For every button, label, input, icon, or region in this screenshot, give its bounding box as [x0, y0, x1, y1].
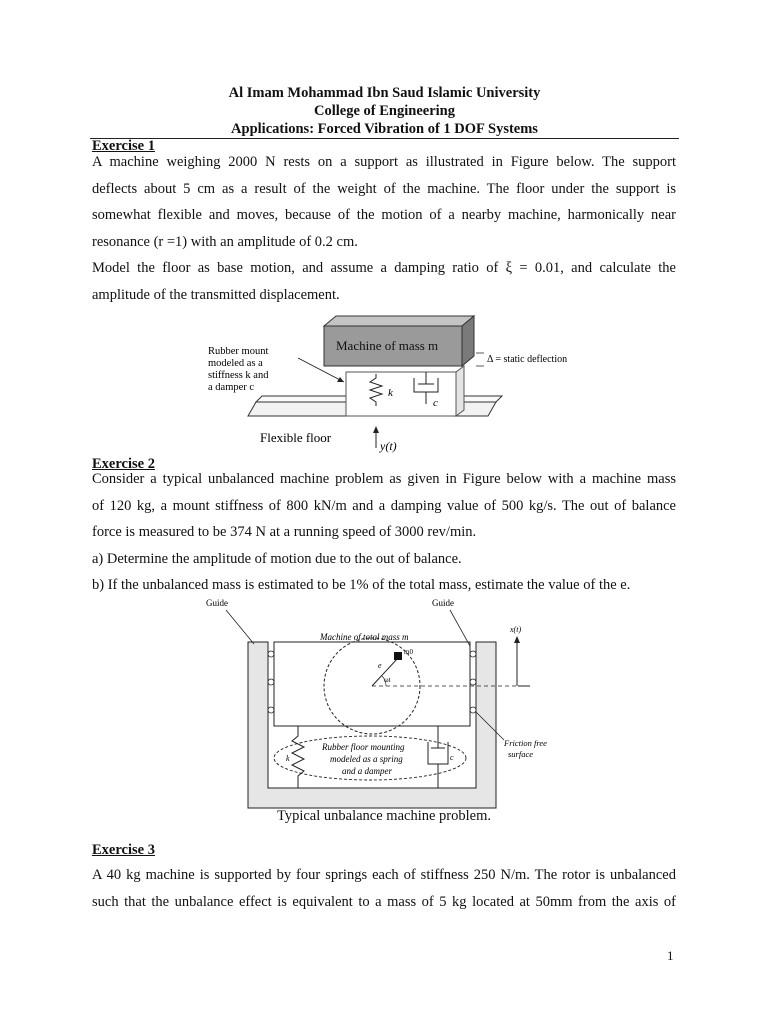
e-label: e: [378, 661, 382, 670]
mount-label-1: Rubber mount: [208, 346, 269, 357]
k-label: k: [388, 387, 393, 399]
document-header: [90, 84, 679, 138]
unbalanced-mass: [394, 652, 402, 660]
k-label: k: [286, 754, 290, 763]
ex2-line-5: b) If the unbalanced mass is estimated to be 1% of the total mass, estimate the value of the e.: [92, 577, 631, 593]
mount-label-2: modeled as a: [208, 358, 263, 369]
mount-block-side: [456, 366, 464, 416]
ex2-line-3: force is measured to be 374 N at a running speed of 3000 rev/min.: [92, 524, 477, 540]
spring-symbol: [292, 726, 304, 788]
ex1-line-1: A machine weighing 2000 N rests on a support as illustrated in Figure below. The support: [92, 154, 676, 170]
base-motion-figure: [200, 312, 580, 460]
machine-label: Machine of mass m: [336, 338, 439, 353]
mount-label-1: Rubber floor mounting: [322, 742, 405, 752]
guide-label-right: Guide: [432, 598, 454, 608]
machine-block-top: [324, 316, 474, 326]
mount-label-3: stiffness k and: [208, 370, 269, 381]
ex1-line-4: resonance (r =1) with an amplitude of 0.2 cm.: [92, 233, 358, 250]
c-label: c: [433, 397, 438, 409]
ex2-line-4: a) Determine the amplitude of motion due to the out of balance.: [92, 550, 462, 567]
c-label: c: [450, 753, 454, 762]
ex3-line-2: such that the unbalance effect is equivalent to a mass of 5 kg located at 50mm from the axis of: [92, 893, 676, 910]
exercise-1-heading: Exercise 1: [92, 138, 155, 154]
figure-2-caption: Typical unbalance machine problem.: [277, 808, 491, 824]
unbalance-figure: [200, 596, 570, 810]
ex1-line-6: amplitude of the transmitted displacement.: [92, 286, 340, 303]
exercise-2-heading: Exercise 2: [92, 456, 155, 472]
exercise-1-text: [92, 149, 676, 308]
floor-label: Flexible floor: [260, 430, 332, 445]
exercise-3-text: [92, 862, 676, 915]
y-label: y(t): [380, 439, 397, 453]
mount-label-4: a damper c: [208, 382, 255, 393]
wt-label: ωt: [384, 676, 391, 684]
header-rule: [90, 138, 679, 139]
machine-label: Machine of total mass m: [320, 632, 409, 642]
mo-label: m0: [404, 648, 413, 656]
ex3-line-1: A 40 kg machine is supported by four springs each of stiffness 250 N/m. The rotor is unbalanced: [92, 867, 676, 883]
college-name: College of Engineering: [314, 103, 455, 119]
page-number: 1: [667, 948, 674, 963]
friction-label-2: surface: [508, 749, 534, 759]
mount-label-2: modeled as a spring: [330, 754, 403, 764]
x-label: x(t): [510, 625, 522, 634]
exercise-2-text: [92, 466, 676, 599]
mount-label-3: and a damper: [342, 766, 392, 776]
university-name: Al Imam Mohammad Ibn Saud Islamic University: [228, 85, 541, 101]
guide-label-left: Guide: [206, 598, 228, 608]
machine-box: [274, 642, 470, 726]
ex1-line-5: Model the floor as base motion, and assume a damping ratio of ξ = 0.01, and calculate the: [92, 260, 676, 276]
ex2-line-1: Consider a typical unbalanced machine problem as given in Figure below with a machine mass: [92, 471, 676, 487]
ex1-line-2: deflects about 5 cm as a result of the weight of the machine. The floor under the support is: [92, 180, 676, 197]
ex1-line-3: somewhat flexible and moves, because of the motion of a nearby machine, harmonically near: [92, 207, 676, 223]
exercise-3-heading: Exercise 3: [92, 842, 155, 858]
ex2-line-2: of 120 kg, a mount stiffness of 800 kN/m and a damping value of 500 kg/s. The out of balance: [92, 497, 676, 514]
mount-block-front: [346, 372, 456, 416]
deflection-label: Δ = static deflection: [487, 354, 568, 365]
friction-label-1: Friction free: [504, 738, 547, 748]
document-title: Applications: Forced Vibration of 1 DOF Systems: [231, 121, 538, 137]
